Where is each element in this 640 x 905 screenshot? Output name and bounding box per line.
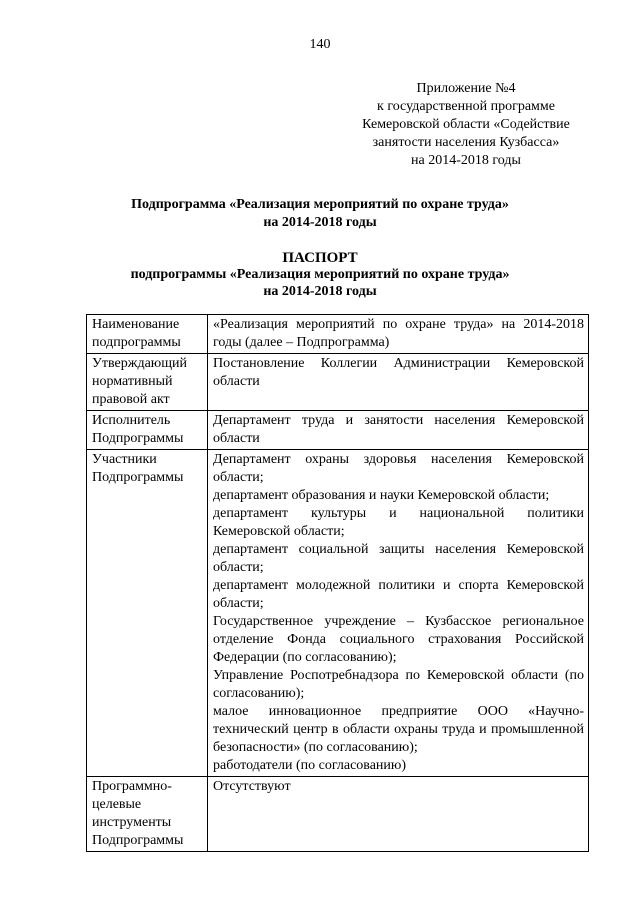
- table-row: [87, 315, 589, 354]
- row-value-text: Департамент труда и занятости населения Кемеровской области: [213, 413, 584, 446]
- passport-subtitle-line: на 2014-2018 годы: [263, 284, 377, 299]
- table-row: [87, 354, 589, 411]
- row-label: Наименование подпрограммы: [87, 315, 208, 354]
- row-value: [208, 411, 589, 450]
- participant-item: малое инновационное предприятие ООО «Научно-технический центр в области охраны труда и промышленной безопасности» (по согласованию);: [213, 704, 584, 755]
- row-label: Программно-целевые инструменты Подпрограммы: [87, 777, 208, 852]
- row-label: Участники Подпрограммы: [87, 450, 208, 777]
- participant-item: работодатели (по согласованию): [213, 758, 407, 773]
- row-value: [208, 777, 589, 852]
- subprogram-title-line: на 2014-2018 годы: [263, 215, 377, 230]
- participant-item: Управление Роспотребнадзора по Кемеровской области (по согласованию);: [213, 668, 584, 701]
- participant-item: департамент образования и науки Кемеровской области;: [213, 488, 550, 503]
- passport-subtitle-line: подпрограммы «Реализация мероприятий по охране труда»: [130, 267, 510, 282]
- appendix-line: занятости населения Кузбасса»: [372, 135, 560, 150]
- row-value: [208, 315, 589, 354]
- appendix-line: Кемеровской области «Содействие: [362, 117, 570, 132]
- appendix-line: Приложение №4: [416, 81, 516, 96]
- table-row: [87, 450, 589, 777]
- row-value: [208, 354, 589, 411]
- subprogram-title-line: Подпрограмма «Реализация мероприятий по охране труда»: [131, 197, 509, 212]
- row-value-text: Отсутствуют: [213, 779, 291, 794]
- appendix-line: на 2014-2018 годы: [411, 153, 521, 168]
- passport-table: [86, 314, 589, 852]
- page-number: 140: [309, 37, 331, 52]
- row-label: Утверждающий нормативный правовой акт: [87, 354, 208, 411]
- table-row: [87, 411, 589, 450]
- appendix-line: к государственной программе: [377, 99, 555, 114]
- passport-subtitle: [40, 266, 600, 300]
- appendix-header: [338, 80, 594, 170]
- participant-item: департамент молодежной политики и спорта Кемеровской области;: [213, 578, 584, 611]
- subprogram-title: [40, 196, 600, 232]
- row-value: [208, 450, 589, 777]
- participant-item: департамент культуры и национальной политики Кемеровской области;: [213, 506, 584, 539]
- table-row: [87, 777, 589, 852]
- participant-item: Департамент охраны здоровья населения Кемеровской области;: [213, 452, 584, 485]
- passport-heading: ПАСПОРТ: [282, 250, 358, 266]
- participant-item: департамент социальной защиты населения Кемеровской области;: [213, 542, 584, 575]
- row-value-text: «Реализация мероприятий по охране труда» на 2014-2018 годы (далее – Подпрограмма): [213, 317, 584, 350]
- row-label: Исполнитель Подпрограммы: [87, 411, 208, 450]
- row-value-text: Постановление Коллегии Администрации Кемеровской области: [213, 356, 584, 389]
- participant-item: Государственное учреждение – Кузбасское региональное отделение Фонда социального страхования Российской Федерации (по согласованию);: [213, 614, 584, 665]
